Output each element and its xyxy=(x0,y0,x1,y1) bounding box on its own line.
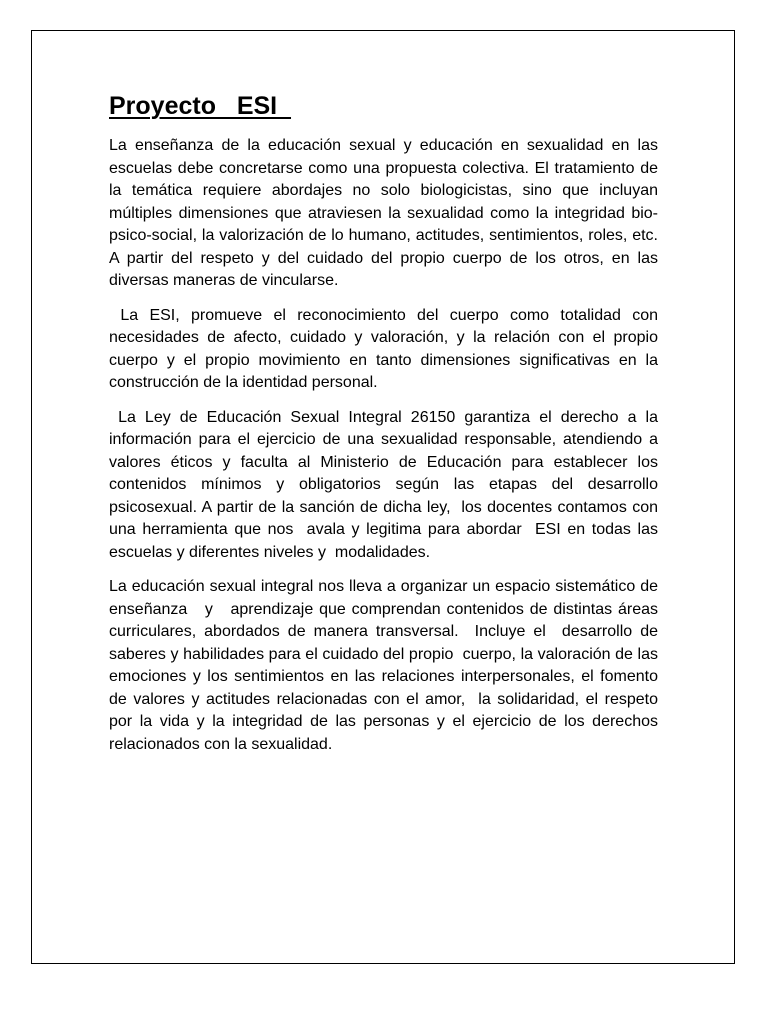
document-title: Proyecto ESI xyxy=(109,92,292,120)
paragraph-intro: La enseñanza de la educación sexual y educación en sexualidad en las escuelas debe concretarse como una propuesta colectiva. El tratamiento de la temática requiere abordajes no solo biologicistas, sino que incluyan múltiples dimensiones que atraviesen la sexualidad como la integridad bio-psico-social, la valorización de lo humano, actitudes, sentimientos, roles, etc. A partir del respeto y del cuidado del propio cuerpo de los otros, en las diversas maneras de vincularse. xyxy=(109,137,663,289)
document-body xyxy=(109,90,663,768)
paragraph-law-26150: La Ley de Educación Sexual Integral 26150 garantiza el derecho a la información para el ejercicio de una sexualidad responsable, atendiendo a valores éticos y faculta al Ministerio de Educación para establecer los contenidos mínimos y obligatorios según las etapas del desarrollo psicosexual. A partir de la sanción de dicha ley, los docentes contamos con una herramienta que nos avala y legitima para abordar ESI en todas las escuelas y diferentes niveles y modalidades. xyxy=(109,408,663,561)
paragraph-esi-body: La ESI, promueve el reconocimiento del cuerpo como totalidad con necesidades de afecto, cuidado y valoración, y la relación con el propio cuerpo y el propio movimiento en tanto dimensiones significativas en la construcción de la identidad personal. xyxy=(109,306,663,391)
paragraph-integral-education: La educación sexual integral nos lleva a organizar un espacio sistemático de enseñanza y aprendizaje que comprendan contenidos de distintas áreas curriculares, abordados de manera transversal. Incluye el desarrollo de saberes y habilidades para el cuidado del propio cuerpo, la valoración de las emociones y los sentimientos en las relaciones interpersonales, el fomento de valores y actitudes relacionadas con el amor, la solidaridad, el respeto por la vida y la integridad de las personas y el ejercicio de los derechos relacionados con la sexualidad. xyxy=(109,578,663,753)
